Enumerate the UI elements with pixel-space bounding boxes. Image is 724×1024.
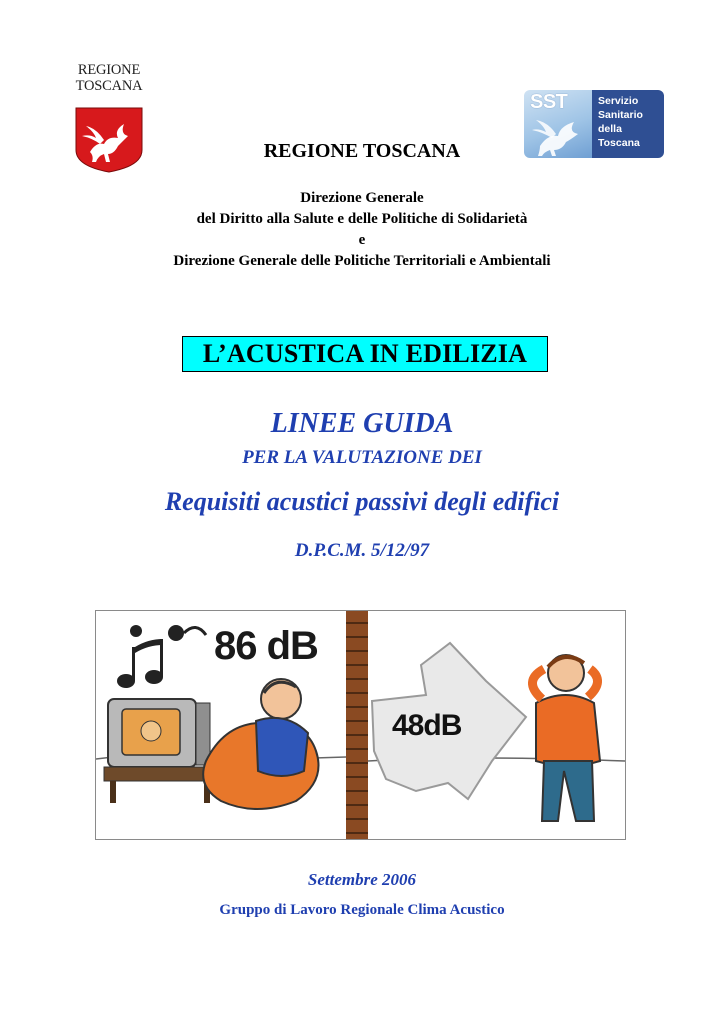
direction-line-2: del Diritto alla Salute e delle Politiche di Solidarietà xyxy=(196,211,528,227)
left-decibel-label: 86 dB xyxy=(214,624,318,668)
sst-line3: della xyxy=(598,123,622,135)
decree-reference: D.P.C.M. 5/12/97 xyxy=(294,540,430,561)
sst-line1: Servizio xyxy=(598,95,639,107)
sst-line4: Toscana xyxy=(598,137,640,149)
sst-line2: Sanitario xyxy=(598,109,643,121)
direction-line-1: Direzione Generale xyxy=(300,190,424,206)
logo-text-line2: TOSCANA xyxy=(75,78,143,94)
acoustic-cartoon-illustration xyxy=(95,610,626,840)
direction-line-3: e xyxy=(358,232,366,248)
guide-title: LINEE GUIDA xyxy=(270,408,454,439)
cartoon-drawing xyxy=(96,611,625,839)
working-group: Gruppo di Lavoro Regionale Clima Acustico xyxy=(219,902,505,918)
main-title-box xyxy=(182,336,548,372)
right-decibel-label: 48dB xyxy=(392,709,462,742)
sst-abbreviation: SST xyxy=(530,91,568,113)
direction-line-4: Direzione Generale delle Politiche Territoriali e Ambientali xyxy=(173,253,551,269)
main-title: L’ACUSTICA IN EDILIZIA xyxy=(202,339,528,368)
region-title: REGIONE TOSCANA xyxy=(263,140,461,162)
logo-text-line1: REGIONE xyxy=(77,62,141,78)
publication-date: Settembre 2006 xyxy=(307,870,417,889)
guide-subtitle: PER LA VALUTAZIONE DEI xyxy=(242,447,482,468)
requirements-title: Requisiti acustici passivi degli edifici xyxy=(164,487,560,516)
